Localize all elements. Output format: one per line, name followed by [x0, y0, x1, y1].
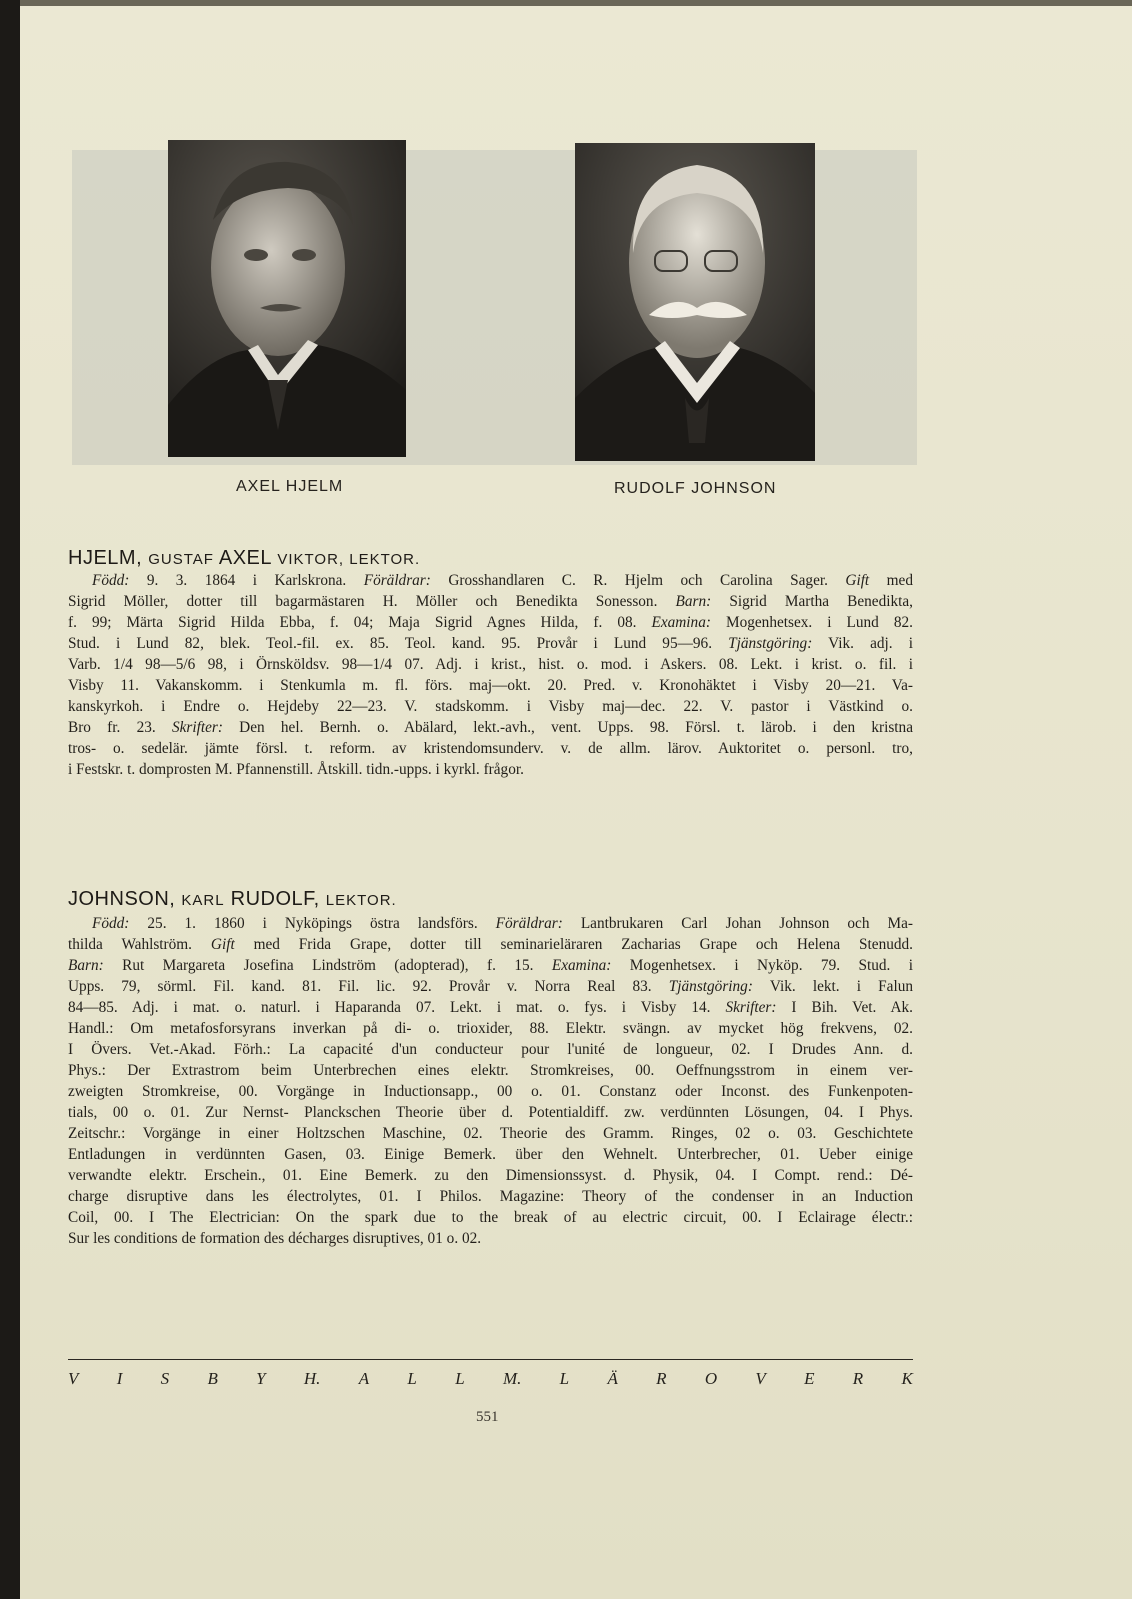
entry-text-line [68, 976, 913, 997]
photo-caption-left: AXEL HJELM [236, 478, 344, 495]
running-footer-letter: R [852, 1369, 864, 1388]
field-text: thilda Wahlström. [68, 936, 211, 953]
field-text: 25. 1. 1860 i Nyköpings östra landsförs. [129, 915, 496, 932]
entry-text-line [68, 1228, 913, 1249]
field-text: 84—85. Adj. i mat. o. naturl. i Haparanda 07. Lekt. i mat. o. fys. i Visby 14. [68, 999, 726, 1016]
running-footer-letter: H. [303, 1369, 321, 1388]
page-top-edge [20, 0, 1132, 6]
running-footer-letter: Y [256, 1369, 266, 1388]
entry-text-line [68, 1123, 913, 1144]
entry-heading-johnson [68, 888, 397, 911]
entry-text-line [68, 654, 913, 675]
running-footer-letter: I [116, 1369, 123, 1388]
entry-text-line [68, 633, 913, 654]
entry-text-line [68, 913, 913, 934]
field-label: Tjänstgöring: [668, 978, 753, 995]
field-label: Föräldrar: [363, 572, 431, 589]
field-label: Född: [92, 572, 130, 589]
entry-text-line [68, 717, 913, 738]
field-text: Lantbrukaren Carl Johan Johnson och Ma- [562, 915, 913, 932]
entry-heading-hjelm [68, 547, 420, 570]
field-text: Sigrid Möller, dotter till bagarmästaren H. Möller och Benedikta Sonesson. [68, 593, 676, 610]
photo-caption-right: RUDOLF JOHNSON [614, 480, 777, 497]
entry-text-line [68, 934, 913, 955]
running-footer-letter: S [160, 1369, 170, 1388]
entry-text-line [68, 612, 913, 633]
entry-text-line [68, 955, 913, 976]
field-text: Sigrid Martha Benedikta, [711, 593, 914, 610]
entry-title: VIKTOR, LEKTOR. [277, 551, 421, 568]
field-text: Zeitschr.: Vorgänge in einer Holtzschen Maschine, 02. Theorie des Gramm. Ringes, 02 o. 03. Geschichtete [68, 1125, 913, 1142]
entry-text-line [68, 997, 913, 1018]
field-text: Upps. 79, sörml. Fil. kand. 81. Fil. lic. 92. Provår v. Norra Real 83. [68, 978, 669, 995]
field-label: Född: [92, 915, 130, 932]
running-footer-letter: R [656, 1369, 667, 1388]
field-text: tials, 00 o. 01. Zur Nernst- Planckschen Theorie über d. Potentialdiff. zw. verdünnten Lösungen, 04. I Phys. [68, 1104, 913, 1121]
entry-text-line [68, 1039, 913, 1060]
entry-text-line [68, 1018, 913, 1039]
field-label: Barn: [68, 957, 104, 974]
entry-surname: JOHNSON, [68, 888, 176, 910]
entry-text-line [68, 738, 913, 759]
field-label: Skrifter: [725, 999, 777, 1016]
field-text: Vik. adj. i [812, 635, 913, 652]
running-footer-letter: L [455, 1369, 465, 1388]
field-label: Barn: [675, 593, 712, 610]
field-text: charge disruptive dans les électrolytes, 01. I Philos. Magazine: Theory of the condenser in an Induction [68, 1188, 913, 1205]
field-text: Entladungen in verdünnten Gasen, 03. Einige Bemerk. über den Wehnelt. Unterbrecher, 01. Ueber einige [68, 1146, 913, 1163]
field-text: Rut Margareta Josefina Lindström (adopterad), f. 15. [103, 957, 552, 974]
field-text: Stud. i Lund 82, blek. Teol.-fil. ex. 85. Teol. kand. 95. Provår i Lund 95—96. [68, 635, 729, 652]
running-footer-letter: L [559, 1369, 570, 1388]
field-text: med Frida Grape, dotter till seminarieläraren Zacharias Grape och Helena Stenudd. [234, 936, 913, 953]
entry-text-line [68, 1081, 913, 1102]
field-label: Tjänstgöring: [728, 635, 813, 652]
entry-text-line [68, 696, 913, 717]
entry-body-johnson [68, 913, 913, 1249]
entry-called-name: RUDOLF, [230, 888, 320, 910]
running-footer-letter: Ä [607, 1369, 618, 1388]
running-footer-letter: B [207, 1369, 218, 1388]
entry-given-name: KARL [181, 892, 225, 909]
entry-text-line [68, 1207, 913, 1228]
entry-text-line [68, 1144, 913, 1165]
field-text: med [869, 572, 913, 589]
field-text: Phys.: Der Extrastrom beim Unterbrechen eines elektr. Stromkreises, 00. Oeffnungsstrom in einem ver- [68, 1062, 913, 1079]
entry-text-line [68, 759, 913, 780]
running-footer-letter: O [704, 1369, 718, 1388]
field-label: Gift [845, 572, 870, 589]
entry-called-name: AXEL [218, 547, 272, 569]
field-text: Varb. 1/4 98—5/6 98, i Örnsköldsv. 98—1/4 07. Adj. i krist., hist. o. mod. i Askers. 08. Lekt. i krist. o. fil. i [68, 656, 913, 673]
field-label: Examina: [551, 957, 612, 974]
entry-body-hjelm [68, 570, 913, 780]
field-text: Coil, 00. I The Electrician: On the spark due to the break of au electric circuit, 00. I Eclairage électr.: [68, 1209, 913, 1226]
entry-text-line [68, 675, 913, 696]
running-footer-letter: V [755, 1369, 766, 1388]
field-text: Vik. lekt. i Falun [752, 978, 913, 995]
running-footer-letter: M. [502, 1369, 522, 1388]
field-text: Handl.: Om metafosforsyrans inverkan på di- o. trioxider, 88. Elektr. svängn. av mycket hög frekvens, 02. [68, 1020, 913, 1037]
field-text: Den hel. Bernh. o. Abälard, lekt.-avh., vent. Upps. 98. Försl. t. lärob. i den kristna [222, 719, 913, 736]
entry-text-line [68, 1186, 913, 1207]
field-text: Visby 11. Vakanskomm. i Stenkumla m. fl. förs. maj—okt. 20. Pred. v. Kronohäktet i Visby 20—21. Va- [68, 677, 913, 694]
field-text: verwandte elektr. Erschein., 01. Eine Bemerk. zu den Dimensionssyst. d. Physik, 04. I Compt. rend.: Dé- [68, 1167, 913, 1184]
field-text: tros- o. sedelär. jämte försl. t. reform. av kristendomsunderv. v. de allm. lärov. Auktoritet o. personl. tro, [68, 740, 913, 757]
field-text: 9. 3. 1864 i Karlskrona. [129, 572, 364, 589]
field-text: Bro fr. 23. [68, 719, 172, 736]
entry-surname: HJELM, [68, 547, 143, 569]
field-label: Examina: [651, 614, 711, 631]
running-footer-letter: V [68, 1369, 79, 1388]
footer-rule [68, 1359, 913, 1360]
entry-text-line [68, 1102, 913, 1123]
running-footer [68, 1369, 913, 1389]
field-text: kanskyrkoh. i Endre o. Hejdeby 22—23. V. stadskomm. i Visby maj—dec. 22. V. pastor i Västkind o. [68, 698, 913, 715]
field-text: zweigten Stromkreise, 00. Vorgänge in Inductionsapp., 00 o. 01. Constanz oder Inconst. des Funkenpoten- [68, 1083, 913, 1100]
entry-text-line [68, 591, 913, 612]
entry-text-line [68, 1165, 913, 1186]
field-text: Mogenhetsex. i Nyköp. 79. Stud. i [611, 957, 913, 974]
running-footer-letter: L [407, 1369, 417, 1388]
field-text: f. 99; Märta Sigrid Hilda Ebba, f. 04; Maja Sigrid Agnes Hilda, f. 08. [68, 614, 652, 631]
entry-text-line [68, 570, 913, 591]
field-text: Grosshandlaren C. R. Hjelm och Carolina Sager. [430, 572, 846, 589]
page-number: 551 [476, 1409, 499, 1425]
running-footer-letter: K [901, 1369, 913, 1388]
entry-text-line [68, 1060, 913, 1081]
field-text: I Bih. Vet. Ak. [776, 999, 913, 1016]
field-text: i Festskr. t. domprosten M. Pfannenstill. Åtskill. tidn.-upps. i kyrkl. frågor. [68, 761, 524, 778]
field-label: Gift [210, 936, 235, 953]
entry-title: LEKTOR. [325, 892, 397, 909]
running-footer-letter: A [358, 1369, 370, 1388]
portrait-photo-johnson [575, 143, 815, 461]
field-label: Föräldrar: [495, 915, 563, 932]
field-text: Mogenhetsex. i Lund 82. [710, 614, 913, 631]
field-text: Sur les conditions de formation des décharges disruptives, 01 o. 02. [68, 1230, 482, 1247]
entry-given-name: GUSTAF [148, 551, 214, 568]
field-text: I Övers. Vet.-Akad. Förh.: La capacité d'un conducteur pour l'unité de longueur, 02. I Drudes Ann. d. [68, 1041, 913, 1058]
running-footer-letter: E [804, 1369, 815, 1388]
portrait-photo-hjelm [168, 140, 406, 457]
field-label: Skrifter: [171, 719, 223, 736]
